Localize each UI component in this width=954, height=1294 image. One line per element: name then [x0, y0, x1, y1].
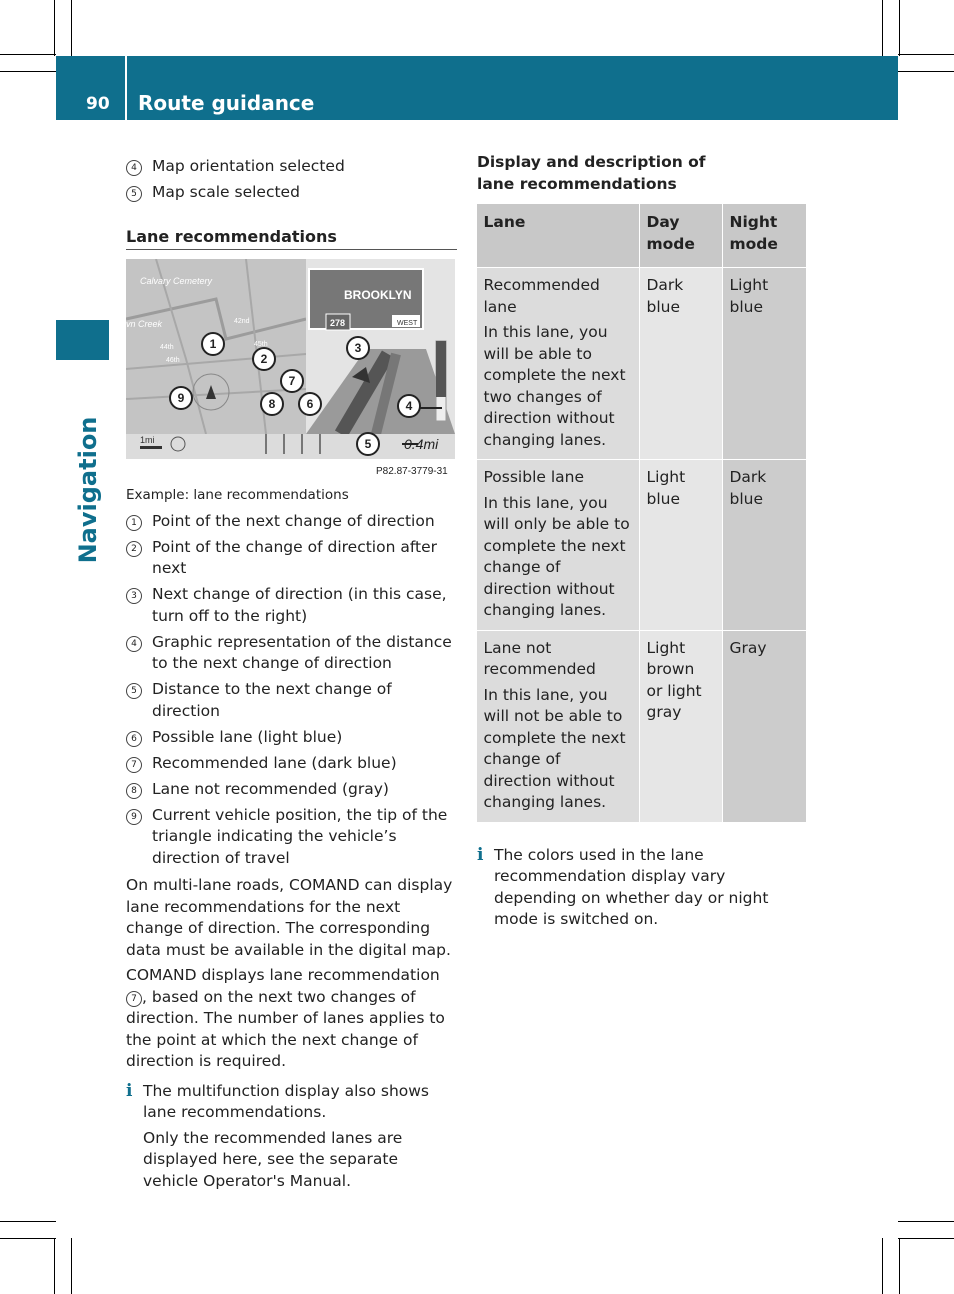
- list-item: [126, 753, 457, 775]
- page-number: 90: [86, 94, 110, 114]
- list-item: [126, 632, 457, 675]
- item-text: Map scale selected: [152, 183, 300, 201]
- table-row: [477, 268, 806, 459]
- callout-1: 1: [209, 337, 217, 351]
- table-cell: Gray: [723, 631, 806, 822]
- crop-mark: [54, 1238, 55, 1294]
- item-number: 2: [126, 541, 142, 557]
- page-title: Route guidance: [138, 91, 315, 115]
- map-label-46th: 46th: [166, 357, 180, 364]
- info-body: [143, 1081, 457, 1197]
- lane-description: In this lane, you will only be able to complete the next change of direction without changing lanes.: [483, 493, 630, 619]
- map-label-45th: 45th: [254, 341, 268, 348]
- crop-mark: [899, 1238, 900, 1294]
- crop-mark: [882, 1238, 883, 1294]
- map-label-west: WEST: [397, 320, 418, 327]
- callout-6: 6: [306, 397, 314, 411]
- callout-4: 4: [405, 399, 413, 413]
- table-header-cell: Day mode: [640, 204, 722, 267]
- map-scale-label: 1mi: [140, 435, 155, 445]
- table-header-row: [477, 204, 806, 267]
- item-text: Point of the change of direction after next: [152, 537, 438, 577]
- crop-mark: [898, 1238, 954, 1239]
- item-text: Possible lane (light blue): [152, 727, 343, 746]
- callout-5: 5: [364, 437, 372, 451]
- item-text: Lane not recommended (gray): [152, 779, 389, 798]
- table-header-cell: Lane: [477, 204, 639, 267]
- page-header: [56, 56, 898, 120]
- callout-8: 8: [268, 397, 276, 411]
- info-icon: i: [477, 844, 484, 865]
- item-number: 7: [126, 757, 142, 773]
- crop-mark: [0, 54, 56, 55]
- map-label-brooklyn: BROOKLYN: [344, 288, 412, 302]
- item-text: Map orientation selected: [152, 157, 345, 175]
- map-label-44th: 44th: [160, 344, 174, 351]
- table-heading: Display and description of lane recommendations: [477, 153, 706, 193]
- side-tab: [56, 320, 109, 360]
- list-item: [126, 779, 457, 801]
- top-item-list: [126, 156, 457, 204]
- item-text: Graphic representation of the distance to the next change of direction: [152, 632, 452, 672]
- list-item: [126, 727, 457, 749]
- lane-table: [476, 203, 807, 823]
- crop-mark: [898, 1221, 954, 1222]
- paragraph: On multi-lane roads, COMAND can display lane recommendations for the next change of direction. The corresponding data must be available in the digital map.: [126, 876, 453, 959]
- map-label-42nd: 42nd: [234, 318, 250, 325]
- left-column: [126, 156, 457, 1196]
- table-cell: [477, 631, 639, 822]
- figure-code: P82.87-3779-31: [376, 466, 448, 477]
- lane-name: Possible lane: [483, 468, 585, 486]
- paragraph: [126, 965, 457, 1073]
- callout-9: 9: [177, 391, 185, 405]
- info-icon: i: [126, 1080, 133, 1101]
- lane-map-image: [126, 259, 455, 479]
- item-number: 7: [126, 991, 142, 1007]
- item-text: Next change of direction (in this case, turn off to the right): [152, 585, 447, 625]
- crop-mark: [0, 1238, 56, 1239]
- callout-3: 3: [354, 341, 362, 355]
- item-number: 6: [126, 731, 142, 747]
- item-number: 1: [126, 515, 142, 531]
- legend-list: [126, 511, 457, 870]
- item-text: Current vehicle position, the tip of the triangle indicating the vehicle’s direction of travel: [152, 805, 448, 867]
- table-cell: Light blue: [640, 460, 722, 630]
- lane-map-figure: [126, 259, 457, 479]
- lane-description: In this lane, you will be able to complete the next two changes of direction without changing lanes.: [483, 323, 626, 449]
- list-item: [126, 537, 457, 580]
- table-header-cell: Night mode: [723, 204, 806, 267]
- paragraph-text: , based on the next two changes of direction. The number of lanes applies to the point at which the next change of direction is required.: [126, 987, 445, 1070]
- item-number: 5: [126, 683, 142, 699]
- info-text: Only the recommended lanes are displayed here, see the separate vehicle Operator's Manual.: [143, 1128, 403, 1190]
- crop-mark: [0, 71, 56, 72]
- table-cell: Light blue: [723, 268, 806, 459]
- table-row: [477, 631, 806, 822]
- crop-mark: [54, 0, 55, 56]
- info-note: [126, 1081, 457, 1197]
- info-text: The colors used in the lane recommendation display vary depending on whether day or night mode is switched on.: [494, 845, 769, 928]
- map-label-creek: vn Creek: [126, 319, 163, 329]
- crop-mark: [71, 1238, 72, 1294]
- map-label-route: 278: [330, 318, 346, 328]
- map-label-calvary: Calvary Cemetery: [140, 276, 213, 286]
- header-divider: [125, 56, 127, 120]
- table-row: [477, 460, 806, 630]
- item-number: 5: [126, 186, 142, 202]
- crop-mark: [898, 71, 954, 72]
- list-item: [126, 511, 457, 533]
- side-tab-label: Navigation: [74, 416, 102, 564]
- info-text: The multifunction display also shows lane recommendations.: [143, 1081, 430, 1121]
- list-item: [126, 679, 457, 722]
- lane-name: Recommended lane: [483, 276, 600, 316]
- crop-mark: [0, 1221, 56, 1222]
- item-number: 8: [126, 783, 142, 799]
- item-text: Point of the next change of direction: [152, 511, 435, 530]
- list-item: [126, 805, 457, 870]
- crop-mark: [71, 0, 72, 56]
- table-cell: Dark blue: [640, 268, 722, 459]
- crop-mark: [899, 0, 900, 56]
- callout-7: 7: [288, 374, 296, 388]
- item-number: 4: [126, 160, 142, 176]
- item-number: 3: [126, 588, 142, 604]
- section-heading: Lane recommendations: [126, 226, 457, 251]
- figure-caption: Example: lane recommendations: [126, 487, 349, 503]
- map-distance-label: 0.4mi: [404, 436, 439, 452]
- info-note: [477, 845, 808, 935]
- table-cell: Dark blue: [723, 460, 806, 630]
- item-text: Distance to the next change of direction: [152, 680, 392, 720]
- item-number: 9: [126, 809, 142, 825]
- right-column: [477, 152, 808, 935]
- list-item: [126, 156, 457, 178]
- paragraph-text: COMAND displays lane recommendation: [126, 966, 440, 984]
- item-text: Recommended lane (dark blue): [152, 753, 397, 772]
- lane-description: In this lane, you will not be able to complete the next change of direction without changing lanes.: [483, 685, 626, 811]
- table-cell: [477, 268, 639, 459]
- lane-name: Lane not recommended: [483, 638, 596, 678]
- list-item: [126, 182, 457, 204]
- table-cell: Light brown or light gray: [640, 631, 722, 822]
- callout-2: 2: [260, 352, 268, 366]
- table-cell: [477, 460, 639, 630]
- crop-mark: [882, 0, 883, 56]
- list-item: [126, 584, 457, 627]
- crop-mark: [898, 54, 954, 55]
- item-number: 4: [126, 636, 142, 652]
